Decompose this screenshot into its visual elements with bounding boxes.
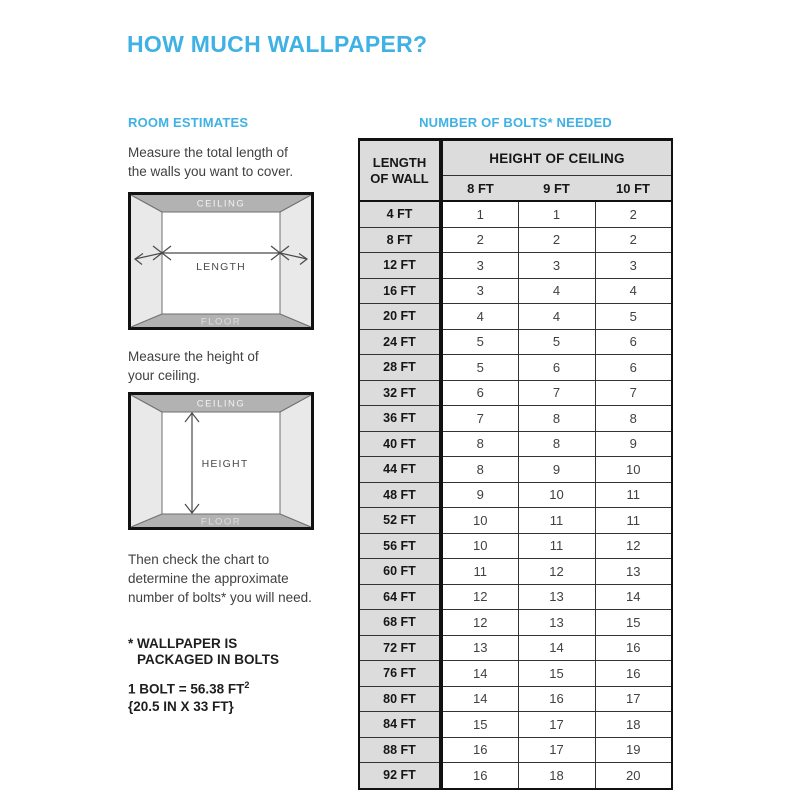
bolt-count-cell: 2 [595,227,672,253]
wall-length-cell: 60 FT [359,559,441,585]
table-row [359,457,672,483]
floor-label: FLOOR [200,316,242,328]
wall-length-cell: 20 FT [359,304,441,330]
bolt-count-cell: 9 [441,482,518,508]
step2-instructions [128,347,259,385]
bolt-count-cell: 8 [518,406,595,432]
bolt-count-cell: 1 [518,201,595,227]
table-row [359,584,672,610]
bolt-count-cell: 5 [595,304,672,330]
bolt-count-cell: 3 [518,253,595,279]
room-length-diagram [128,192,314,335]
wall-length-cell: 84 FT [359,712,441,738]
wall-length-cell: 48 FT [359,482,441,508]
table-row [359,508,672,534]
ceiling-label: CEILING [196,198,246,210]
wallpaper-bolts-footnote [128,636,279,668]
length-of-wall-header [359,140,441,202]
room-perspective-height-svg [128,392,314,530]
ceiling-label: CEILING [196,398,246,410]
height-of-ceiling-header: HEIGHT OF CEILING [441,140,672,176]
bolt-count-cell: 17 [518,737,595,763]
length-label: LENGTH [196,261,246,273]
bolt-count-cell: 16 [441,737,518,763]
bolts-needed-heading: NUMBER OF BOLTS* NEEDED [419,115,612,130]
table-row [359,253,672,279]
table-row [359,686,672,712]
bolt-count-cell: 8 [441,457,518,483]
bolt-count-cell: 2 [595,201,672,227]
wall-length-cell: 64 FT [359,584,441,610]
col-header-9ft: 9 FT [518,176,595,202]
table-row [359,635,672,661]
bolt-count-cell: 8 [518,431,595,457]
bolt-count-cell: 2 [441,227,518,253]
bolt-count-cell: 14 [595,584,672,610]
wall-length-cell: 44 FT [359,457,441,483]
bolt-count-cell: 10 [595,457,672,483]
table-row [359,661,672,687]
bolt-count-cell: 6 [595,329,672,355]
bolt-count-cell: 16 [595,635,672,661]
table-row [359,533,672,559]
wall-length-cell: 68 FT [359,610,441,636]
bolt-count-cell: 8 [441,431,518,457]
bolt-dimensions: {20.5 IN X 33 FT} [128,698,234,714]
bolt-count-cell: 14 [441,686,518,712]
bolt-count-cell: 15 [441,712,518,738]
bolts-lookup-table [358,138,673,790]
bolt-count-cell: 4 [518,278,595,304]
bolt-count-cell: 14 [441,661,518,687]
bolt-count-cell: 13 [595,559,672,585]
bolt-count-cell: 15 [595,610,672,636]
bolt-count-cell: 11 [441,559,518,585]
bolt-count-cell: 9 [518,457,595,483]
table-row [359,380,672,406]
page-title: HOW MUCH WALLPAPER? [127,31,428,57]
bolt-count-cell: 6 [518,355,595,381]
height-label: HEIGHT [201,458,249,470]
wall-length-cell: 4 FT [359,201,441,227]
bolt-count-cell: 6 [595,355,672,381]
bolt-count-cell: 3 [595,253,672,279]
table-row [359,482,672,508]
step2-line2: your ceiling. [128,368,201,383]
bolt-count-cell: 10 [441,508,518,534]
bolt-count-cell: 16 [518,686,595,712]
bolt-count-cell: 7 [595,380,672,406]
bolt-count-cell: 2 [518,227,595,253]
footnote-line1: * WALLPAPER IS [128,636,238,651]
col-header-8ft: 8 FT [441,176,518,202]
bolt-count-cell: 5 [441,329,518,355]
table-row [359,329,672,355]
bolt-count-cell: 1 [441,201,518,227]
bolt-count-cell: 15 [518,661,595,687]
bolt-count-cell: 20 [595,763,672,789]
wall-length-cell: 40 FT [359,431,441,457]
step1-line2: the walls you want to cover. [128,164,294,179]
bolt-count-cell: 7 [518,380,595,406]
squared-exponent: 2 [244,680,250,690]
bolt-count-cell: 10 [518,482,595,508]
table-row [359,227,672,253]
table-row [359,610,672,636]
room-estimates-heading: ROOM ESTIMATES [128,115,249,130]
bolt-count-cell: 11 [595,508,672,534]
wall-length-cell: 56 FT [359,533,441,559]
bolt-count-cell: 10 [441,533,518,559]
bolt-equation: 1 BOLT = 56.38 $FT^2$ [128,680,250,697]
table-header [359,140,672,202]
wall-length-cell: 52 FT [359,508,441,534]
bolt-count-cell: 17 [595,686,672,712]
wall-length-cell: 80 FT [359,686,441,712]
bolt-count-cell: 12 [441,584,518,610]
col-header-10ft: 10 FT [595,176,672,202]
bolts-table [358,138,673,790]
bolt-count-cell: 8 [595,406,672,432]
table-row [359,431,672,457]
bolt-count-cell: 13 [518,610,595,636]
bolt-count-cell: 16 [595,661,672,687]
wall-length-cell: 24 FT [359,329,441,355]
bolt-count-cell: 12 [518,559,595,585]
step3-line2: determine the approximate [128,571,289,586]
wall-length-cell: 16 FT [359,278,441,304]
footnote-line2: PACKAGED IN BOLTS [137,652,280,667]
step3-instructions [128,550,312,607]
bolt-count-cell: 6 [441,380,518,406]
table-row [359,763,672,789]
corner-line2: OF WALL [370,170,429,186]
wall-length-cell: 8 FT [359,227,441,253]
bolt-count-cell: 4 [595,278,672,304]
bolt-count-cell: 11 [518,508,595,534]
corner-line1: LENGTH [372,154,427,170]
table-row [359,737,672,763]
bolt-count-cell: 16 [441,763,518,789]
step3-line1: Then check the chart to [128,552,270,567]
wall-length-cell: 88 FT [359,737,441,763]
table-row [359,406,672,432]
bolt-count-cell: 11 [595,482,672,508]
bolt-count-cell: 3 [441,278,518,304]
bolt-count-cell: 5 [518,329,595,355]
bolt-size-info [128,677,249,715]
wall-length-cell: 92 FT [359,763,441,789]
wall-length-cell: 32 FT [359,380,441,406]
bolt-count-cell: 18 [518,763,595,789]
wall-length-cell: 36 FT [359,406,441,432]
bolt-count-cell: 14 [518,635,595,661]
bolt-count-cell: 17 [518,712,595,738]
step1-line1: Measure the total length of [128,145,288,160]
room-perspective-length-svg [128,192,314,330]
room-height-diagram [128,392,314,535]
bolt-count-cell: 7 [441,406,518,432]
wall-length-cell: 76 FT [359,661,441,687]
bolt-count-cell: 4 [441,304,518,330]
table-body [359,201,672,789]
bolt-count-cell: 13 [441,635,518,661]
bolt-count-cell: 9 [595,431,672,457]
bolt-count-cell: 5 [441,355,518,381]
table-row [359,712,672,738]
bolt-count-cell: 18 [595,712,672,738]
table-row [359,355,672,381]
table-row [359,559,672,585]
table-row [359,278,672,304]
bolt-count-cell: 4 [518,304,595,330]
wall-length-cell: 12 FT [359,253,441,279]
step3-line3: number of bolts* you will need. [128,590,312,605]
wall-length-cell: 72 FT [359,635,441,661]
bolt-count-cell: 13 [518,584,595,610]
bolt-count-cell: 19 [595,737,672,763]
table-row [359,304,672,330]
bolt-count-cell: 12 [441,610,518,636]
bolt-count-cell: 11 [518,533,595,559]
step2-line1: Measure the height of [128,349,259,364]
floor-label: FLOOR [200,516,242,528]
step1-instructions [128,143,293,181]
table-row [359,201,672,227]
bolt-count-cell: 12 [595,533,672,559]
wall-length-cell: 28 FT [359,355,441,381]
bolt-count-cell: 3 [441,253,518,279]
